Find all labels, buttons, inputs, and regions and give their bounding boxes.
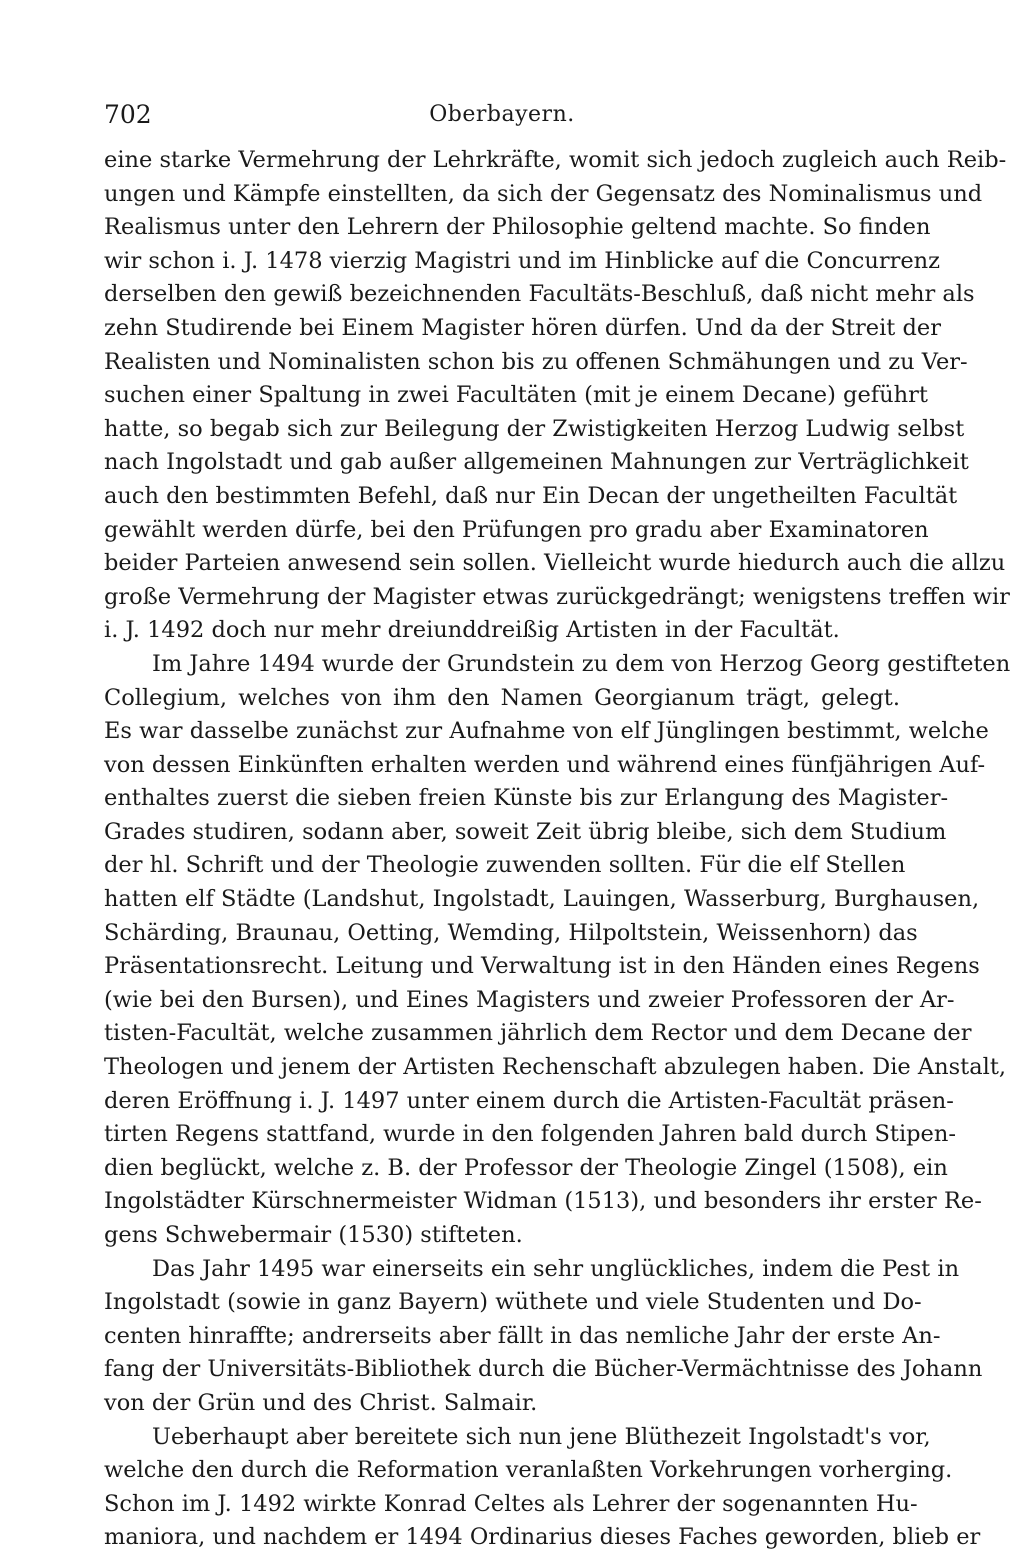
text-line: Ingolstadt (sowie in ganz Bayern) wüthete und viele Studenten und Do- [104, 1289, 922, 1316]
text-line: enthaltes zuerst die sieben freien Künste bis zur Erlangung des Magister- [104, 785, 949, 812]
text-line: zehn Studirende bei Einem Magister hören dürfen. Und da der Streit der [104, 314, 941, 341]
text-line: gewählt werden dürfe, bei den Prüfungen pro gradu aber Examinatoren [104, 516, 929, 543]
text-line: i. J. 1492 doch nur mehr dreiunddreißig Artisten in der Facultät. [104, 617, 840, 644]
text-line: von dessen Einkünften erhalten werden und während eines fünfjährigen Auf- [104, 751, 986, 778]
text-line: auch den bestimmten Befehl, daß nur Ein Decan der ungetheilten Facultät [104, 482, 958, 509]
text-line: Theologen und jenem der Artisten Rechenschaft abzulegen haben. Die Anstalt, [104, 1054, 1007, 1081]
text-line: Schärding, Braunau, Oetting, Wemding, Hilpoltstein, Weissenhorn) das [104, 919, 918, 946]
text-line: deren Eröffnung i. J. 1497 unter einem durch die Artisten-Facultät präsen- [104, 1087, 954, 1114]
text-line: dien beglückt, welche z. B. der Professor der Theologie Zingel (1508), ein [104, 1154, 948, 1181]
body-text [104, 144, 1010, 1555]
text-line: Ingolstädter Kürschnermeister Widman (1513), und besonders ihr erster Re- [104, 1188, 982, 1215]
text-line: der hl. Schrift und der Theologie zuwenden sollten. Für die elf Stellen [104, 852, 906, 879]
text-line: ungen und Kämpfe einstellten, da sich der Gegensatz des Nominalismus und [104, 180, 983, 207]
text-line: welche den durch die Reformation veranlaßten Vorkehrungen vorherging. [104, 1457, 953, 1484]
text-line: von der Grün und des Christ. Salmair. [104, 1389, 538, 1416]
text-line: fang der Universitäts-Bibliothek durch die Bücher-Vermächtnisse des Johann [104, 1356, 983, 1383]
text-line: tirten Regens stattfand, wurde in den folgenden Jahren bald durch Stipen- [104, 1121, 956, 1148]
text-line: eine starke Vermehrung der Lehrkräfte, womit sich jedoch zugleich auch Reib- [104, 147, 1007, 173]
text-line: beider Parteien anwesend sein sollen. Vielleicht wurde hiedurch auch die allzu [104, 550, 1006, 577]
running-head: Oberbayern. [429, 102, 575, 127]
text-line: Präsentationsrecht. Leitung und Verwaltung ist in den Händen eines Regens [104, 953, 980, 980]
text-line: große Vermehrung der Magister etwas zurückgedrängt; wenigstens treffen wir [104, 583, 1010, 610]
text-line: nach Ingolstadt und gab außer allgemeinen Mahnungen zur Verträglichkeit [104, 449, 969, 476]
text-line: Das Jahr 1495 war einerseits ein sehr unglückliches, indem die Pest in [152, 1255, 960, 1282]
text-line: hatte, so begab sich zur Beilegung der Zwistigkeiten Herzog Ludwig selbst [104, 415, 965, 442]
text-line: Collegium, welches von ihm den Namen Georgianum trägt, gelegt. [104, 684, 900, 711]
text-line: Im Jahre 1494 wurde der Grundstein zu dem von Herzog Georg gestifteten [152, 650, 1010, 677]
text-line: tisten-Facultät, welche zusammen jährlich dem Rector und dem Decane der [104, 1020, 972, 1047]
text-line: (wie bei den Bursen), und Eines Magisters und zweier Professoren der Ar- [104, 986, 955, 1013]
text-line: suchen einer Spaltung in zwei Facultäten (mit je einem Decane) geführt [104, 382, 928, 409]
page-header [104, 98, 900, 132]
text-line: Schon im J. 1492 wirkte Konrad Celtes als Lehrer der sogenannten Hu- [104, 1490, 918, 1517]
text-line: gens Schwebermair (1530) stifteten. [104, 1222, 523, 1248]
text-line: centen hinraffte; andrerseits aber fällt in das nemliche Jahr der erste An- [104, 1322, 941, 1349]
text-line: wir schon i. J. 1478 vierzig Magistri und im Hinblicke auf die Concurrenz [104, 247, 941, 274]
text-line: Ueberhaupt aber bereitete sich nun jene Blüthezeit Ingolstadt's vor, [152, 1423, 931, 1450]
text-line: Es war dasselbe zunächst zur Aufnahme von elf Jünglingen bestimmt, welche [104, 718, 989, 745]
text-line: Realismus unter den Lehrern der Philosophie geltend machte. So finden [104, 214, 931, 241]
text-line: maniora, und nachdem er 1494 Ordinarius dieses Faches geworden, blieb er [104, 1524, 981, 1551]
text-line: derselben den gewiß bezeichnenden Facultäts-Beschluß, daß nicht mehr als [104, 281, 975, 308]
page-number: 702 [104, 100, 152, 129]
text-line: Grades studiren, sodann aber, soweit Zeit übrig bleibe, sich dem Studium [104, 818, 947, 845]
text-line: hatten elf Städte (Landshut, Ingolstadt, Lauingen, Wasserburg, Burghausen, [104, 886, 980, 913]
text-line: Realisten und Nominalisten schon bis zu offenen Schmähungen und zu Ver- [104, 348, 968, 375]
